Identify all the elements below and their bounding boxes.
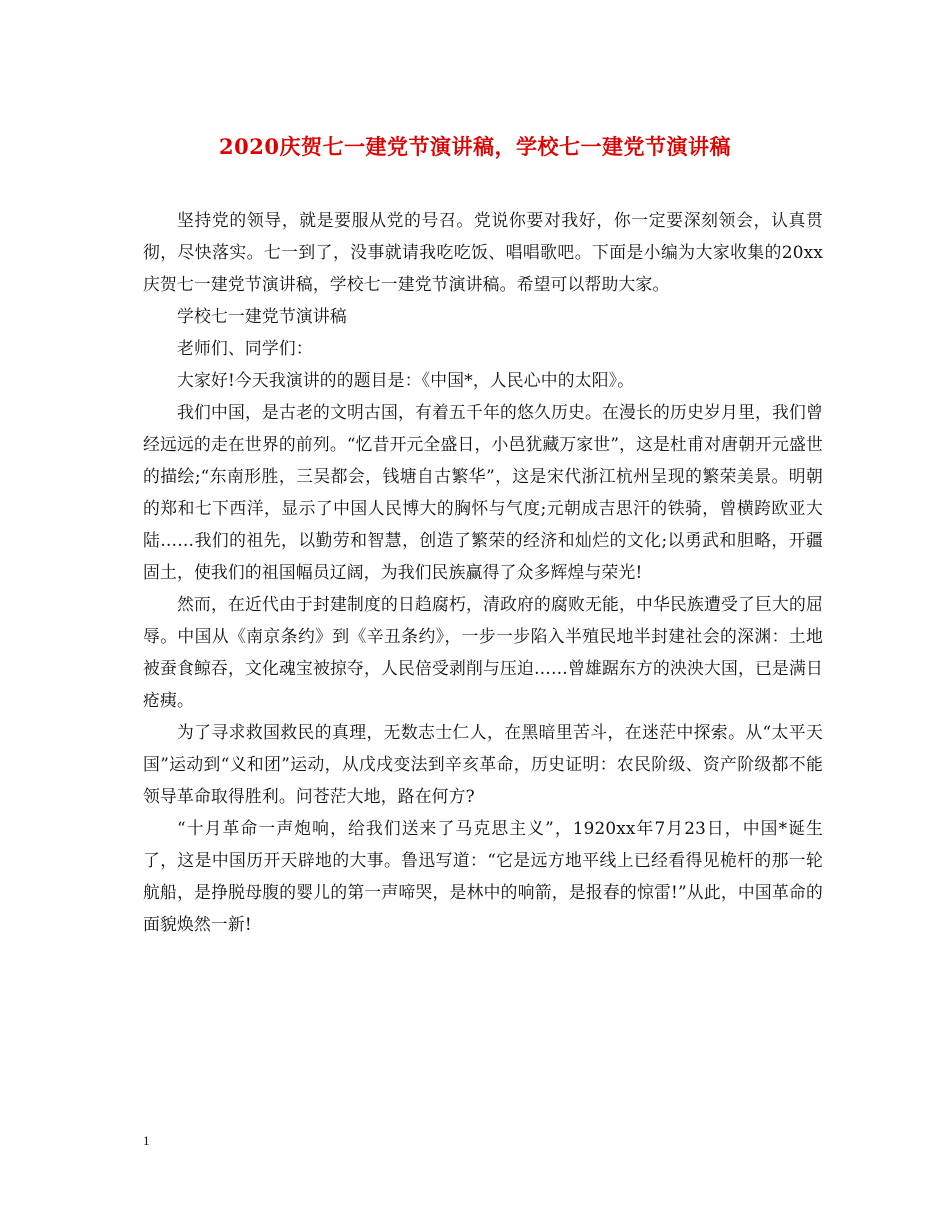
paragraph-history: 我们中国，是古老的文明古国，有着五千年的悠久历史。在漫长的历史岁月里，我们曾经远远的走在世界的前列。“忆昔开元全盛日，小邑犹藏万家世”，这是杜甫对唐朝开元盛世的描绘;“东南形胜，三吴都会，钱塘自古繁华”，这是宋代浙江杭州呈现的繁荣美景。明朝的郑和七下西洋，显示了中国人民博大的胸怀与气度;元朝成吉思汗的铁骑，曾横跨欧亚大陆……我们的祖先，以勤劳和智慧，创造了繁荣的经济和灿烂的文化;以勇武和胆略，开疆固土，使我们的祖国幅员辽阔，为我们民族赢得了众多辉煌与荣光! [143, 402, 823, 582]
paragraph-founding: “十月革命一声炮响，给我们送来了马克思主义”，1920xx年7月23日，中国*诞生了，这是中国历开天辟地的大事。鲁迅写道：“它是远方地平线上已经看得见桅杆的那一轮航船，是挣脱母腹的婴儿的第一声啼哭，是林中的响箭，是报春的惊雷!”从此，中国革命的面貌焕然一新! [143, 818, 823, 934]
paragraph-search: 为了寻求救国救民的真理，无数志士仁人，在黑暗里苦斗，在迷茫中探索。从“太平天国”运动到“义和团”运动，从戊戌变法到辛亥革命，历史证明：农民阶级、资产阶级都不能领导革命取得胜利。问苍茫大地，路在何方? [143, 722, 823, 806]
paragraph-greeting: 大家好!今天我演讲的的题目是：《中国*，人民心中的太阳》。 [177, 370, 635, 390]
paragraph-humiliation: 然而，在近代由于封建制度的日趋腐朽，清政府的腐败无能，中华民族遭受了巨大的屈辱。中国从《南京条约》到《辛丑条约》，一步一步陷入半殖民地半封建社会的深渊：土地被蚕食鲸吞，文化魂宝被掠夺，人民倍受剥削与压迫……曾雄踞东方的泱泱大国，已是满日疮痍。 [143, 594, 823, 710]
paragraph-salutation: 老师们、同学们： [177, 338, 313, 358]
paragraph-subtitle: 学校七一建党节演讲稿 [177, 306, 347, 326]
document-body [143, 204, 823, 940]
document-title: 2020庆贺七一建党节演讲稿，学校七一建党节演讲稿 [219, 134, 731, 159]
page-number: 1 [143, 1133, 150, 1148]
paragraph-intro: 坚持党的领导，就是要服从党的号召。党说你要对我好，你一定要深刻领会，认真贯彻，尽快落实。七一到了，没事就请我吃吃饭、唱唱歌吧。下面是小编为大家收集的20xx庆贺七一建党节演讲稿，学校七一建党节演讲稿。希望可以帮助大家。 [143, 210, 823, 294]
